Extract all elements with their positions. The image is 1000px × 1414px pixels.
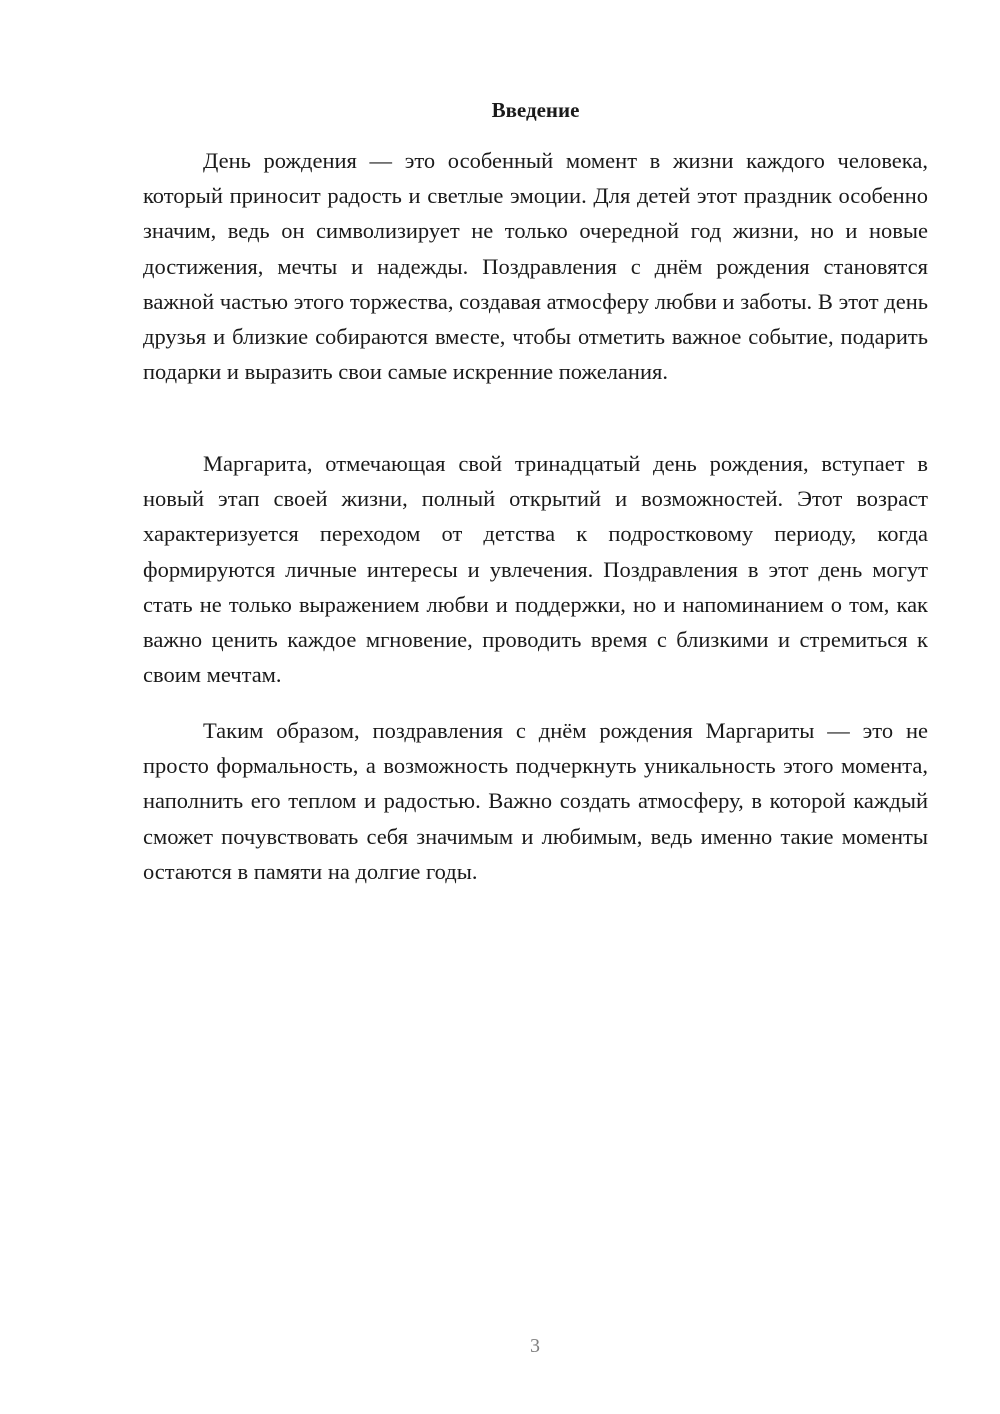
- paragraph-block: [143, 143, 928, 389]
- paragraph-block: [143, 446, 928, 692]
- page-number: 3: [530, 1335, 540, 1357]
- paragraph: День рождения — это особенный момент в жизни каждого человека, который приносит радость и светлые эмоции. Для детей этот праздник особенно значим, ведь он символизирует не только очередной год жизни, но и новые достижения, мечты и надежды. Поздравления с днём рождения становятся важной частью этого торжества, создавая атмосферу любви и заботы. В этот день друзья и близкие собираются вместе, чтобы отметить важное событие, подарить подарки и выразить свои самые искренние пожелания.: [143, 148, 928, 385]
- paragraph: Маргарита, отмечающая свой тринадцатый день рождения, вступает в новый этап своей жизни, полный открытий и возможностей. Этот возраст характеризуется переходом от детства к подростковому периоду, когда формируются личные интересы и увлечения. Поздравления в этот день могут стать не только выражением любви и поддержки, но и напоминанием о том, как важно ценить каждое мгновение, проводить время с близкими и стремиться к своим мечтам.: [143, 451, 928, 688]
- paragraph: Таким образом, поздравления с днём рождения Маргариты — это не просто формальность, а возможность подчеркнуть уникальность этого момента, наполнить его теплом и радостью. Важно создать атмосферу, в которой каждый сможет почувствовать себя значимым и любимым, ведь именно такие моменты остаются в памяти на долгие годы.: [143, 718, 928, 884]
- paragraph-block: [143, 713, 928, 889]
- section-title: Введение: [491, 98, 580, 122]
